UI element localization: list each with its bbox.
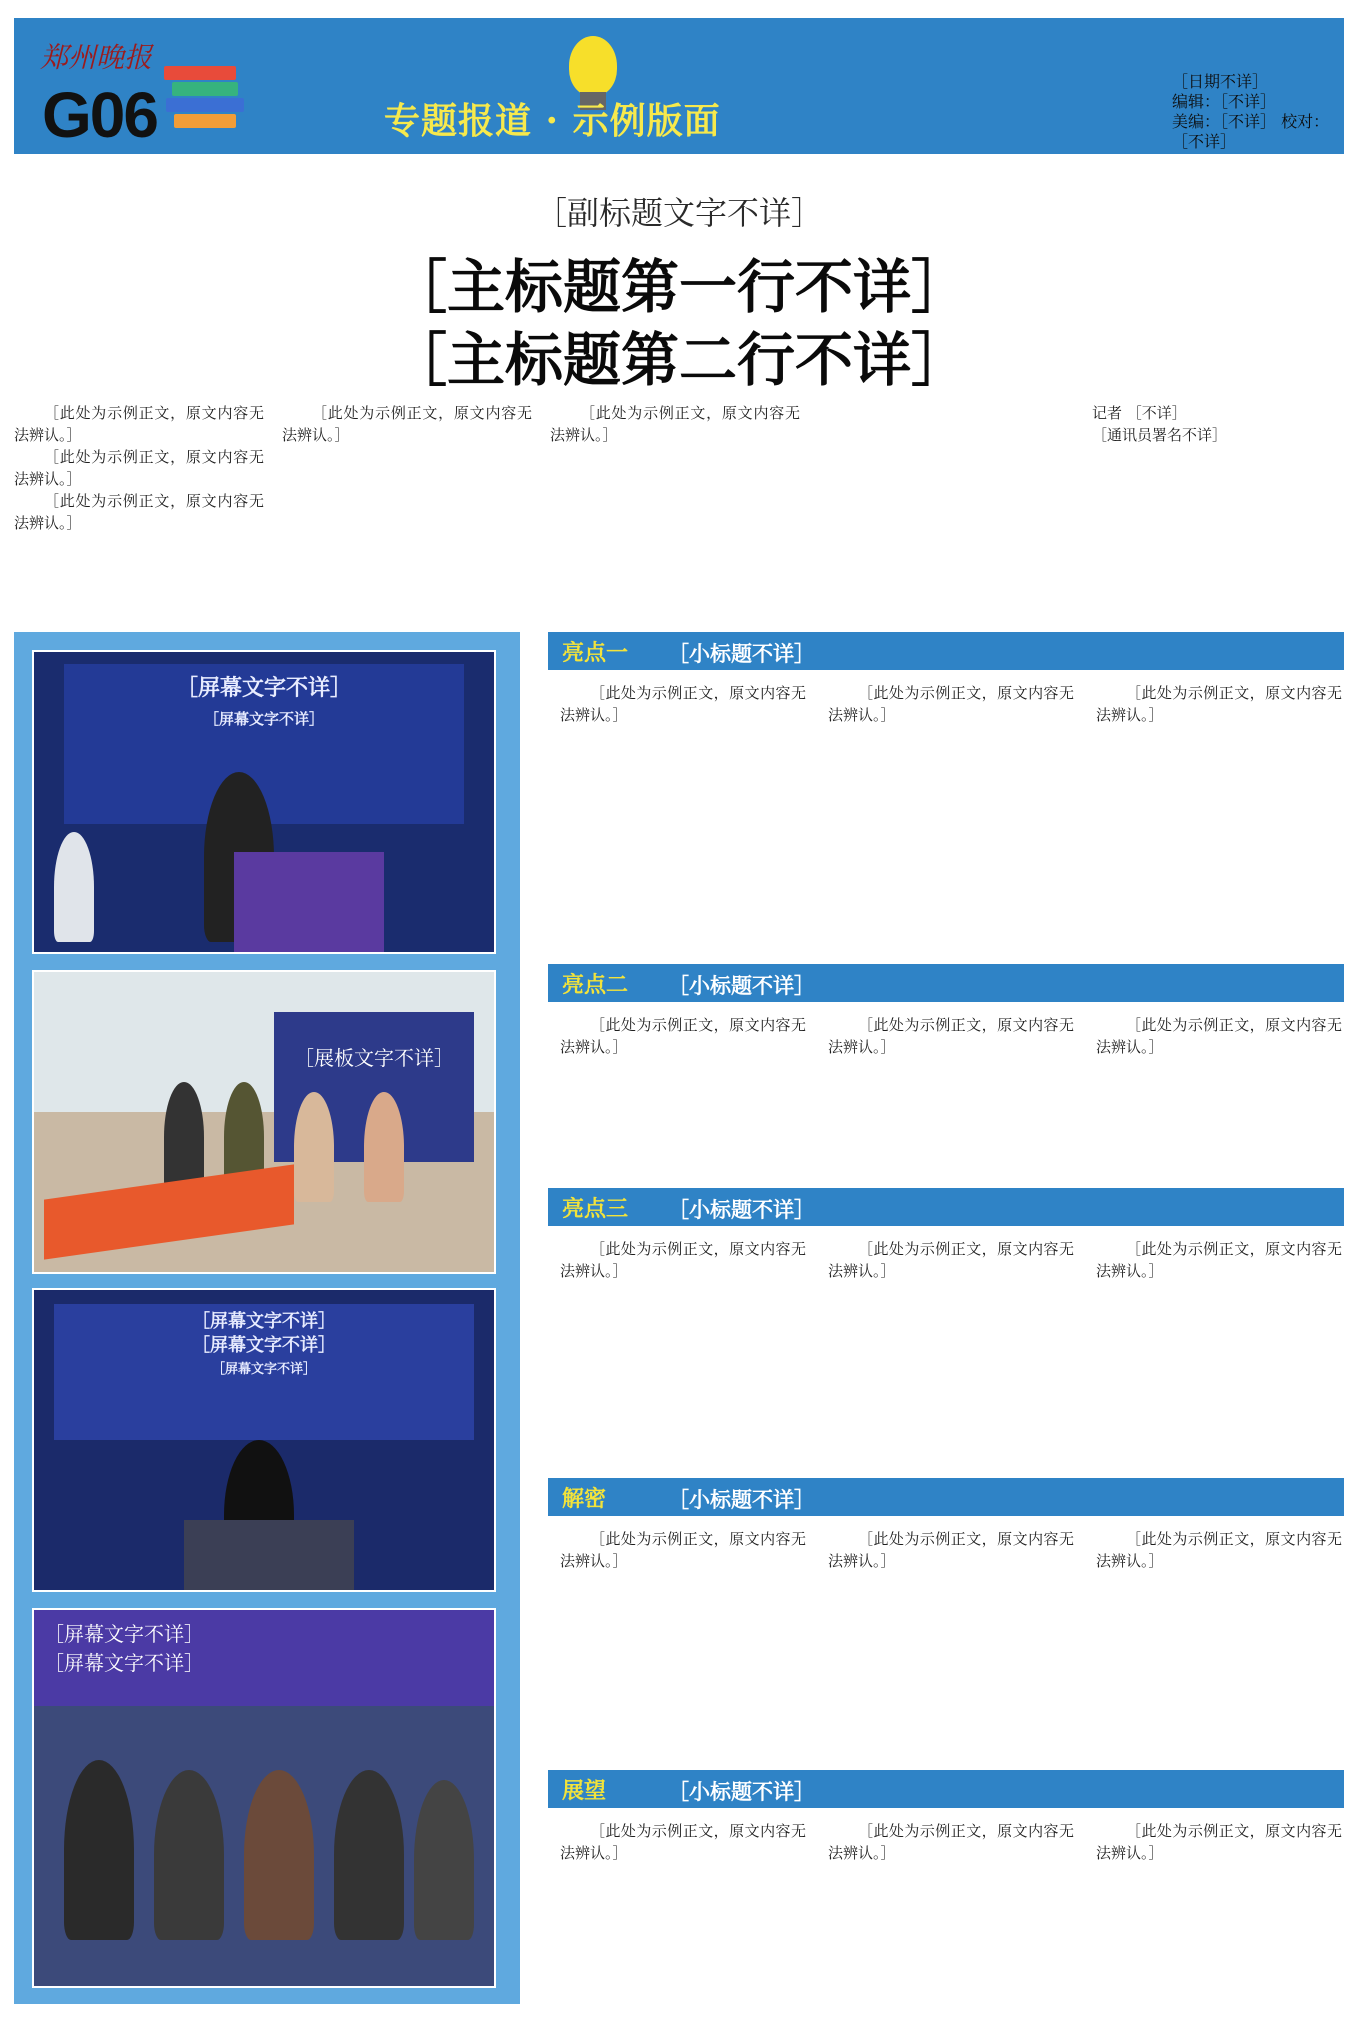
photo-speaker-2 bbox=[32, 1288, 496, 1592]
screen-text: ［屏幕文字不详］ bbox=[175, 676, 352, 701]
section-5-col-1: ［此处为示例正文，原文内容无法辨认。］ bbox=[560, 1822, 806, 1862]
photo-credit: ［通讯员署名不详］ bbox=[1092, 426, 1228, 444]
editor-credit: 编辑：［不详］ bbox=[1172, 92, 1277, 111]
section-2-col-2: ［此处为示例正文，原文内容无法辨认。］ bbox=[828, 1016, 1074, 1056]
lead-column-5 bbox=[1092, 402, 1344, 446]
photo-panel bbox=[14, 632, 520, 2004]
lead-paragraph bbox=[822, 402, 1072, 424]
article-title-line2: ［主标题第二行不详］ bbox=[388, 326, 969, 394]
section-5-col-2: ［此处为示例正文，原文内容无法辨认。］ bbox=[828, 1822, 1074, 1862]
section-5-col-3: ［此处为示例正文，原文内容无法辨认。］ bbox=[1096, 1822, 1342, 1862]
screen-text: ［屏幕文字不详］ bbox=[192, 1335, 336, 1356]
section-header-2 bbox=[548, 964, 1344, 1002]
section-title: ［小标题不详］ bbox=[668, 1487, 815, 1512]
section-4-col-1: ［此处为示例正文，原文内容无法辨认。］ bbox=[560, 1530, 806, 1570]
issue-date: ［日期不详］ bbox=[1172, 72, 1269, 91]
masthead-logo: 郑州晚报 bbox=[40, 41, 153, 74]
section-title: ［小标题不详］ bbox=[668, 1197, 815, 1222]
section-header-5 bbox=[548, 1770, 1344, 1808]
section-3-col-2: ［此处为示例正文，原文内容无法辨认。］ bbox=[828, 1240, 1074, 1280]
section-3-col-3: ［此处为示例正文，原文内容无法辨认。］ bbox=[1096, 1240, 1342, 1280]
section-tag: 亮点一 bbox=[562, 640, 629, 666]
lead-paragraph: ［此处为示例正文，原文内容无法辨认。］ bbox=[550, 404, 800, 444]
photo-speaker-1 bbox=[32, 650, 496, 954]
lead-paragraph: ［此处为示例正文，原文内容无法辨认。］ bbox=[282, 404, 532, 444]
screen-text: ［屏幕文字不详］ bbox=[203, 710, 324, 728]
screen-text: ［屏幕文字不详］ bbox=[192, 1311, 336, 1332]
photo-audience bbox=[32, 1608, 496, 1988]
section-2-col-3: ［此处为示例正文，原文内容无法辨认。］ bbox=[1096, 1016, 1342, 1056]
screen-text: ［屏幕文字不详］ bbox=[211, 1362, 316, 1377]
lead-column-2 bbox=[282, 402, 532, 446]
screen-text: ［展板文字不详］ bbox=[274, 1012, 474, 1162]
article-subtitle: ［副标题文字不详］ bbox=[534, 194, 823, 232]
section-4-col-2: ［此处为示例正文，原文内容无法辨认。］ bbox=[828, 1530, 1074, 1570]
section-tag: 展望 bbox=[562, 1778, 607, 1804]
section-header-4 bbox=[548, 1478, 1344, 1516]
section-4-col-3: ［此处为示例正文，原文内容无法辨认。］ bbox=[1096, 1530, 1342, 1570]
header-slogan: 专题报道 · 示例版面 bbox=[384, 100, 721, 142]
lead-column-3 bbox=[550, 402, 800, 446]
section-title: ［小标题不详］ bbox=[668, 973, 815, 998]
section-1-col-1: ［此处为示例正文，原文内容无法辨认。］ bbox=[560, 684, 806, 724]
lead-column-4 bbox=[822, 402, 1072, 424]
photo-panel-stage bbox=[32, 970, 496, 1274]
section-2-col-1: ［此处为示例正文，原文内容无法辨认。］ bbox=[560, 1016, 806, 1056]
article-title-line1: ［主标题第一行不详］ bbox=[388, 253, 969, 321]
section-tag: 亮点三 bbox=[562, 1196, 629, 1222]
page-header bbox=[14, 18, 1344, 154]
books-icon bbox=[164, 58, 254, 138]
section-1-col-3: ［此处为示例正文，原文内容无法辨认。］ bbox=[1096, 684, 1342, 724]
header-meta bbox=[1172, 72, 1344, 152]
section-title: ［小标题不详］ bbox=[668, 1779, 815, 1804]
section-header-1 bbox=[548, 632, 1344, 670]
lightbulb-icon bbox=[569, 36, 617, 96]
section-header-3 bbox=[548, 1188, 1344, 1226]
lead-paragraph: ［此处为示例正文，原文内容无法辨认。］ bbox=[14, 448, 264, 488]
lead-paragraph: ［此处为示例正文，原文内容无法辨认。］ bbox=[14, 492, 264, 532]
screen-text: ［屏幕文字不详］ ［屏幕文字不详］ bbox=[34, 1610, 496, 1706]
section-1-col-2: ［此处为示例正文，原文内容无法辨认。］ bbox=[828, 684, 1074, 724]
byline: 记者 ［不详］ bbox=[1092, 404, 1187, 422]
section-tag: 解密 bbox=[562, 1486, 607, 1512]
section-3-col-1: ［此处为示例正文，原文内容无法辨认。］ bbox=[560, 1240, 806, 1280]
page-number: G06 bbox=[42, 79, 157, 151]
lead-column-1 bbox=[14, 402, 264, 534]
section-tag: 亮点二 bbox=[562, 972, 629, 998]
designer-credit: 美编：［不详］ 校对：［不详］ bbox=[1172, 112, 1330, 151]
section-title: ［小标题不详］ bbox=[668, 641, 815, 666]
lead-paragraph: ［此处为示例正文，原文内容无法辨认。］ bbox=[14, 404, 264, 444]
